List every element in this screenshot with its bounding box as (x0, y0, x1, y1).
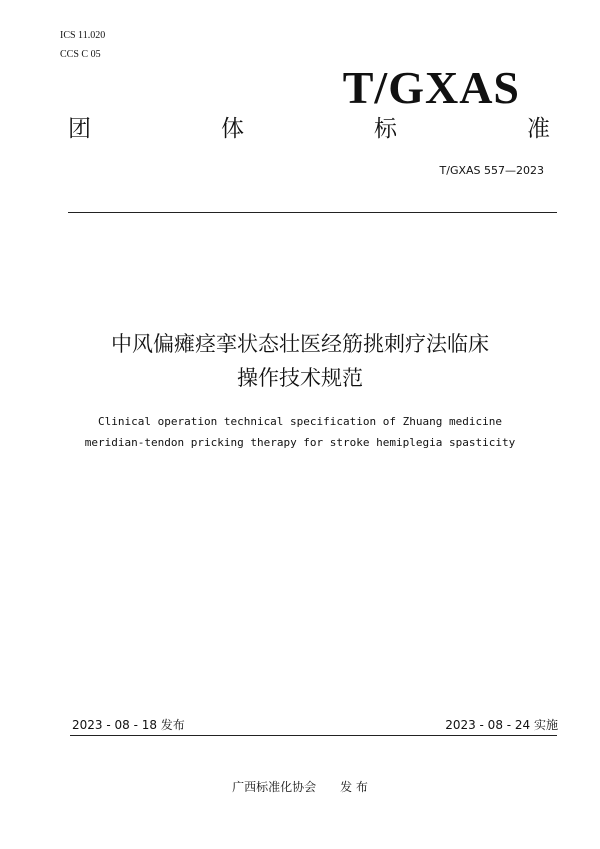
standard-kind-char: 标 (374, 116, 397, 142)
chinese-title (20, 327, 580, 395)
english-title (20, 411, 580, 453)
standard-kind-char: 准 (527, 116, 550, 142)
ccs-code: CCS C 05 (60, 49, 101, 60)
standard-kind-char: 团 (68, 116, 91, 142)
publisher-name: 广西标准化协会 (232, 780, 317, 794)
standard-kind (68, 114, 550, 144)
date-row (72, 716, 558, 733)
publisher-line (0, 778, 600, 795)
chinese-title-line: 中风偏瘫痉挛状态壮医经筋挑刺疗法临床 (111, 332, 489, 356)
footer-divider (70, 735, 557, 736)
standard-number: T/GXAS 557—2023 (439, 164, 544, 177)
english-title-line: meridian-tendon pricking therapy for stroke hemiplegia spasticity (84, 436, 516, 449)
ics-code: ICS 11.020 (60, 30, 106, 41)
standard-brand-logo: T/GXAS (342, 62, 520, 113)
issue-date: 2023 - 08 - 18 发布 (72, 718, 185, 732)
implement-date: 2023 - 08 - 24 实施 (445, 718, 558, 732)
chinese-title-line: 操作技术规范 (237, 366, 363, 390)
header-divider (68, 212, 557, 213)
english-title-line: Clinical operation technical specification of Zhuang medicine (98, 415, 502, 428)
classification-codes (60, 26, 105, 64)
standard-kind-char: 体 (221, 116, 244, 142)
publish-label: 发 布 (340, 780, 368, 794)
